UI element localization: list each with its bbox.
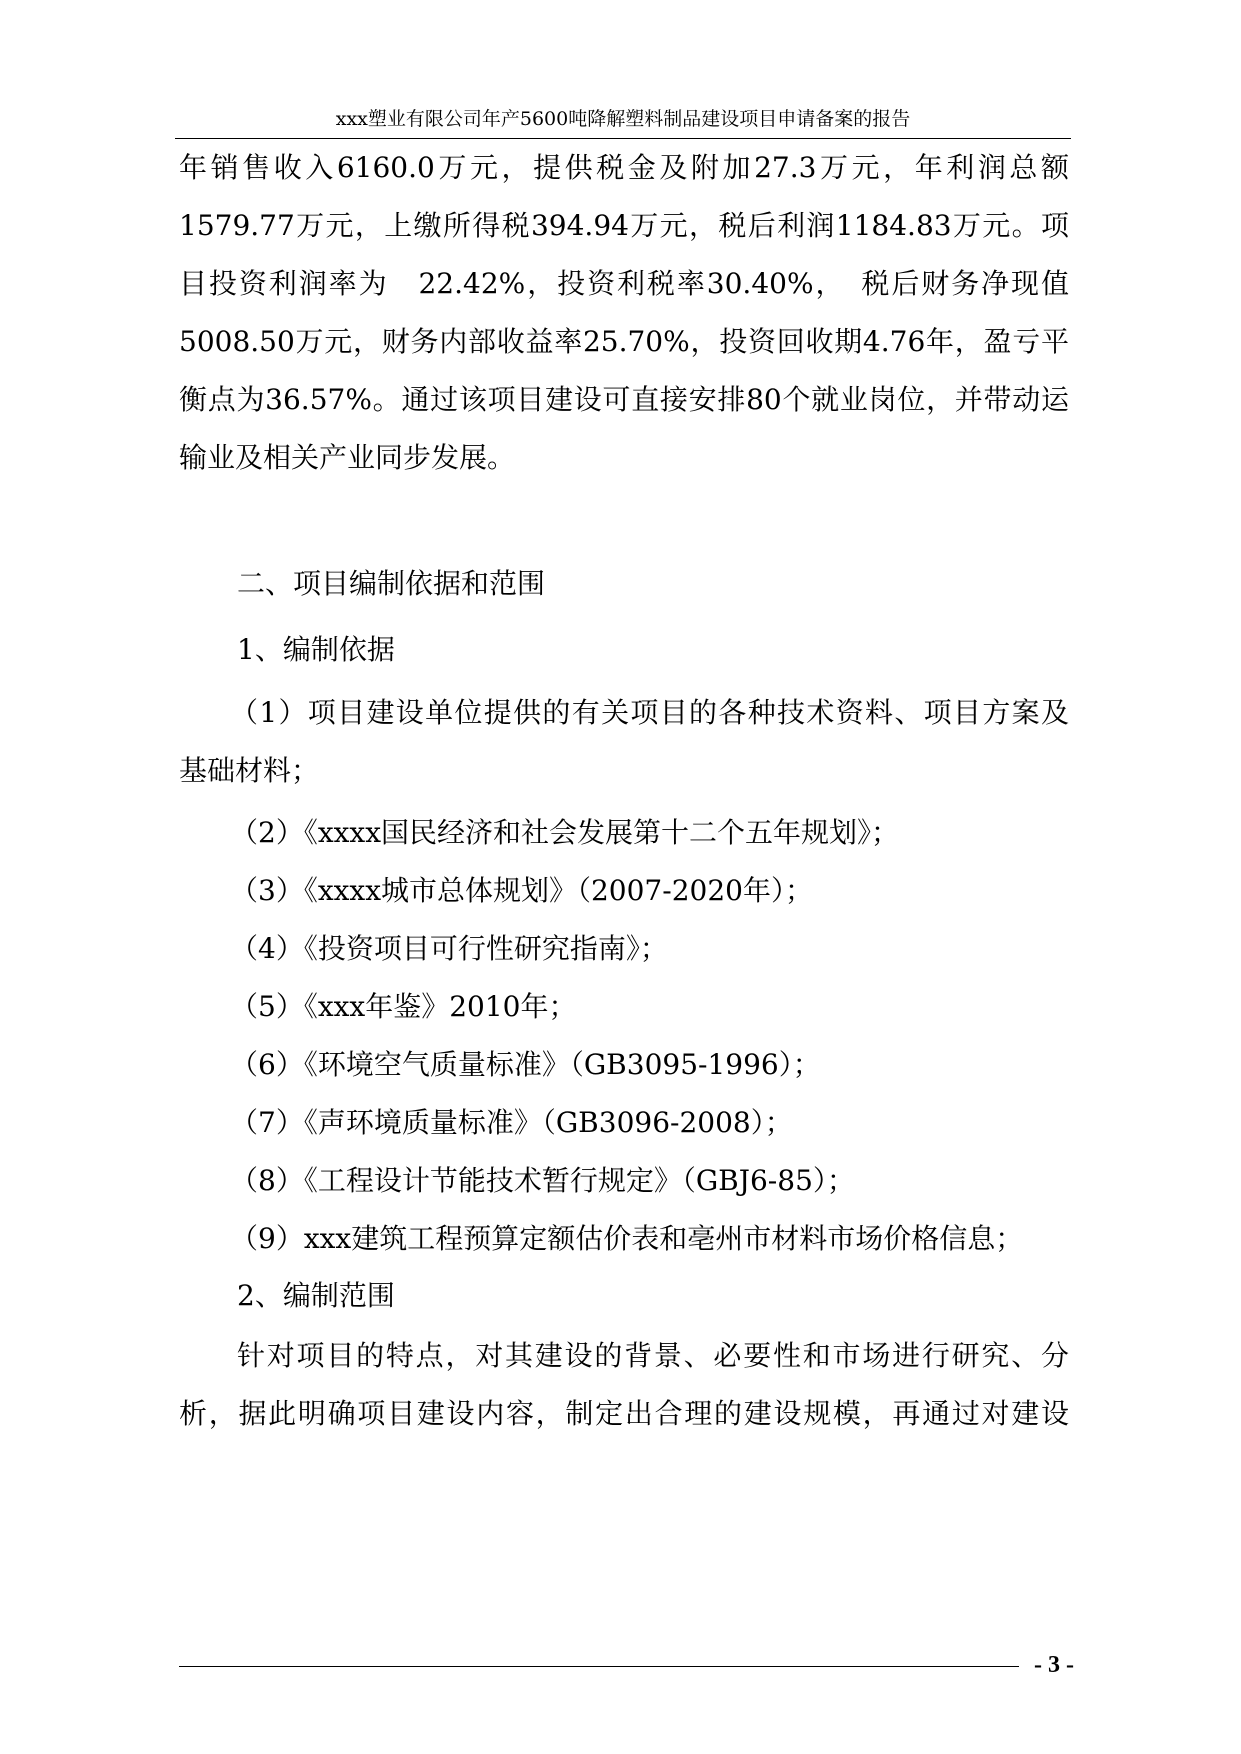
paragraph-line: 衡点为36.57%。通过该项目建设可直接安排80个就业岗位，并带动运 [179,383,1069,416]
paragraph-line: 针对项目的特点，对其建设的背景、必要性和市场进行研究、分 [237,1339,1069,1372]
basis-item: （2）《xxxx国民经济和社会发展第十二个五年规划》； [230,816,899,849]
header-title: xxx塑业有限公司年产5600吨降解塑料制品建设项目申请备案的报告 [335,108,911,130]
basis-item: 基础材料； [179,754,320,787]
paragraph-line: 析，据此明确项目建设内容，制定出合理的建设规模，再通过对建设 [179,1397,1069,1430]
subsection-heading-scope: 2、编制范围 [237,1279,395,1312]
basis-item: （1）项目建设单位提供的有关项目的各种技术资料、项目方案及 [230,696,1069,729]
paragraph-line: 输业及相关产业同步发展。 [179,441,516,474]
paragraph-line: 目投资利润率为 22.42%，投资利税率30.40%， 税后财务净现值 [179,267,1069,300]
paragraph-line: 1579.77万元，上缴所得税394.94万元，税后利润1184.83万元。项 [179,209,1069,242]
basis-item: （3）《xxxx城市总体规划》（2007-2020年）； [230,874,813,907]
paragraph-line: 5008.50万元，财务内部收益率25.70%，投资回收期4.76年，盈亏平 [179,325,1069,358]
basis-item: （9）xxx建筑工程预算定额估价表和亳州市材料市场价格信息； [230,1222,1024,1255]
basis-item: （7）《声环境质量标准》（GB3096-2008）； [230,1106,793,1139]
basis-item: （4）《投资项目可行性研究指南》； [230,932,668,965]
footer-divider [179,1666,1019,1667]
header-divider [175,138,1071,139]
section-heading: 二、项目编制依据和范围 [237,567,546,600]
basis-item: （5）《xxx年鉴》2010年； [230,990,577,1023]
paragraph-line: 年销售收入6160.0万元，提供税金及附加27.3万元，年利润总额 [179,151,1069,184]
page-number: - 3 - [1034,1652,1074,1678]
subsection-heading-basis: 1、编制依据 [237,633,395,666]
basis-item: （6）《环境空气质量标准》（GB3095-1996）； [230,1048,821,1081]
basis-item: （8）《工程设计节能技术暂行规定》（GBJ6-85）； [230,1164,855,1197]
